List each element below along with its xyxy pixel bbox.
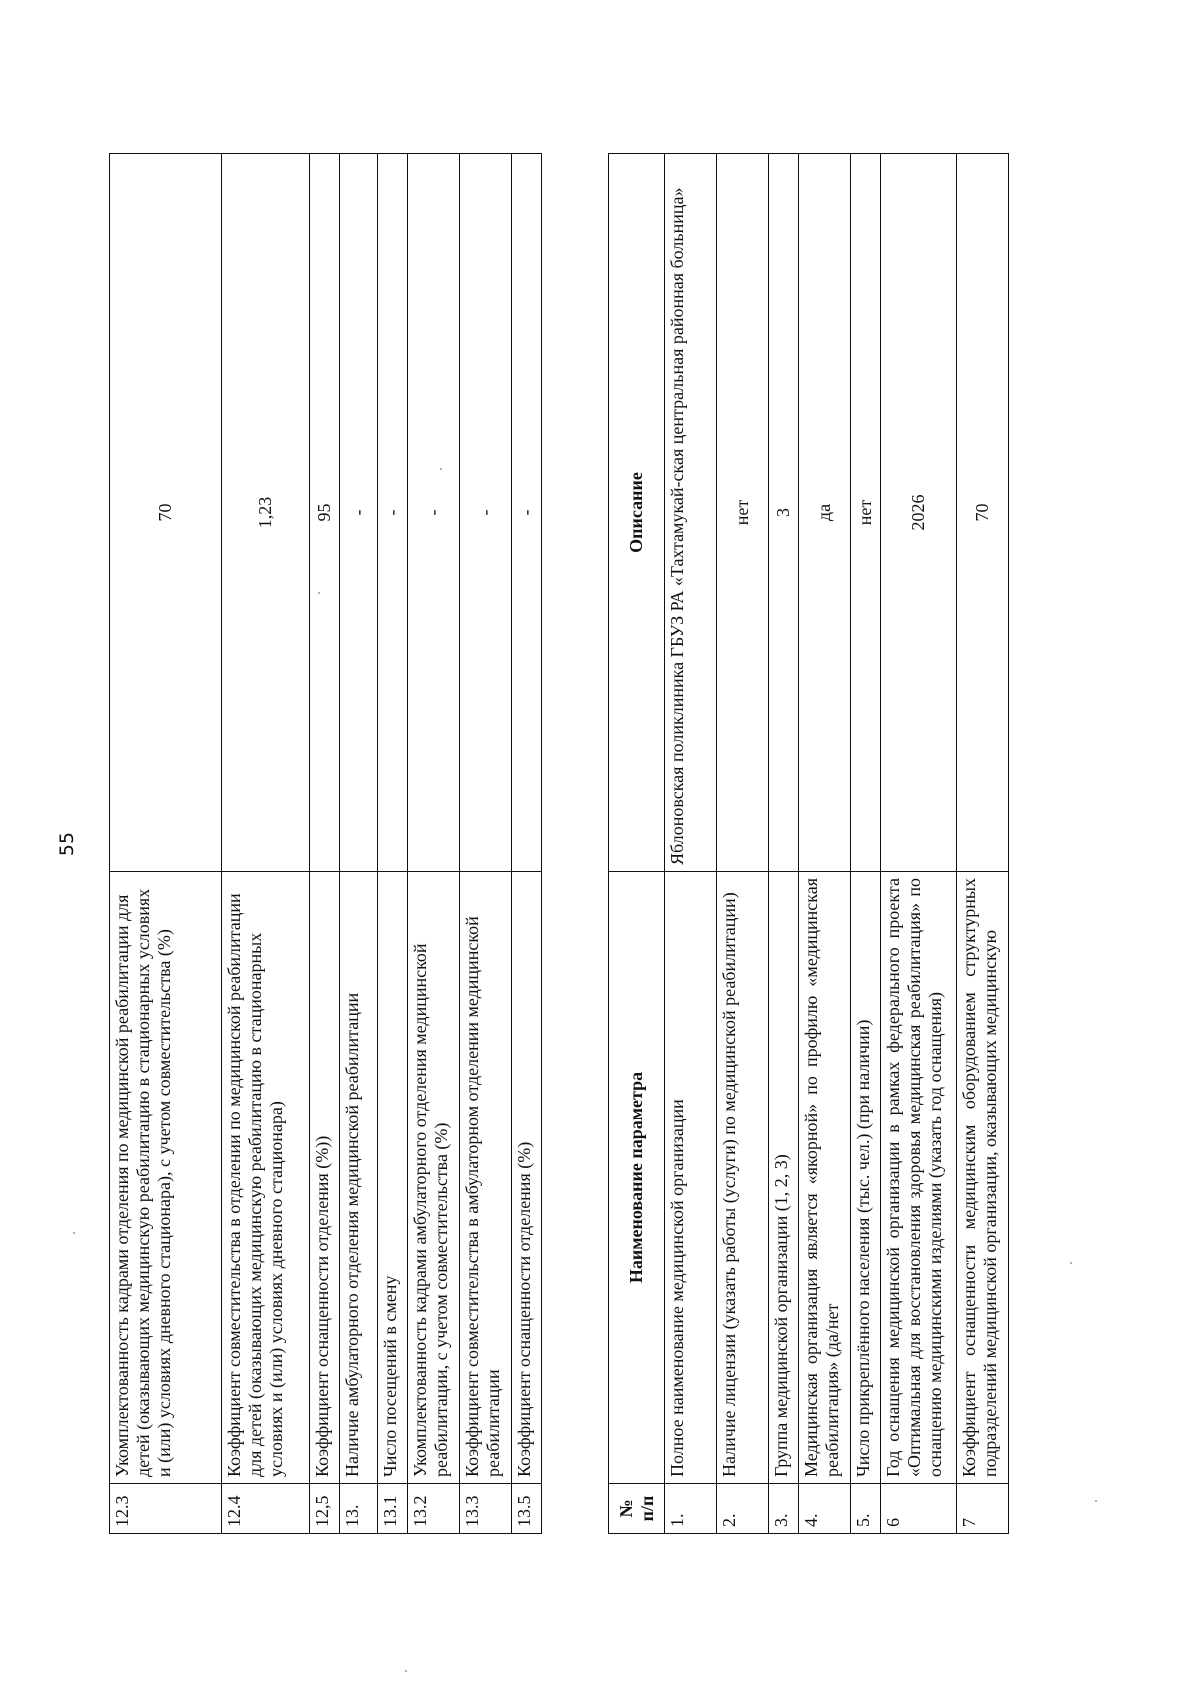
row-number: 13. <box>340 1484 378 1534</box>
parameter-name: Укомплектованность кадрами амбулаторного отделения медицинской реабилитации, с учетом совместительства (%) <box>408 872 460 1484</box>
row-number: 12,5 <box>310 1484 340 1534</box>
parameter-value: нет <box>717 154 769 872</box>
table-row <box>799 154 851 1534</box>
scan-speck <box>1095 1500 1097 1502</box>
parameter-value: нет <box>851 154 881 872</box>
parameter-name: Наличие лицензии (указать работы (услуги) по медицинской реабилитации) <box>717 872 769 1484</box>
row-number: 6 <box>881 1484 957 1534</box>
parameter-value: Яблоновская поликлиника ГБУЗ РА «Тахтамукай-ская центральная районная больница» <box>665 154 717 872</box>
row-number: 13.3 <box>460 1484 512 1534</box>
table-row <box>408 154 460 1534</box>
scan-speck <box>405 1670 407 1672</box>
table-row <box>378 154 408 1534</box>
table-row <box>222 154 310 1534</box>
parameter-value: - <box>408 154 460 872</box>
parameter-value: - <box>340 154 378 872</box>
parameter-value: 70 <box>110 154 222 872</box>
parameter-value: 3 <box>769 154 799 872</box>
parameter-value: - <box>512 154 542 872</box>
table-row <box>851 154 881 1534</box>
parameter-name: Медицинская организация является «якорной» по профилю «медицинская реабилитация» (да/нет <box>799 872 851 1484</box>
table-continuation <box>109 153 542 1534</box>
row-number: 12.4 <box>222 1484 310 1534</box>
parameter-name: Число прикреплённого населения (тыс. чел.) (при наличии) <box>851 872 881 1484</box>
scan-speck <box>440 468 442 470</box>
table-header-row <box>609 154 665 1534</box>
table-row <box>769 154 799 1534</box>
table-row <box>340 154 378 1534</box>
parameter-value: 95 <box>310 154 340 872</box>
table-row <box>512 154 542 1534</box>
parameter-value: 1,23 <box>222 154 310 872</box>
row-number: 5. <box>851 1484 881 1534</box>
parameter-name: Коэффициент оснащенности медицинским оборудованием структурных подразделений медицинской организации, оказывающих медицинскую <box>957 872 1009 1484</box>
row-number: 1. <box>665 1484 717 1534</box>
parameter-name: Год оснащения медицинской организации в рамках федерального проекта «Оптимальная для восстановления здоровья медицинская реабилитация» по оснащению медицинскими изделиями (указать год оснащения) <box>881 872 957 1484</box>
parameter-name: Число посещений в смену <box>378 872 408 1484</box>
row-number: 13.2 <box>408 1484 460 1534</box>
parameter-value: - <box>460 154 512 872</box>
parameter-value: - <box>378 154 408 872</box>
row-number: 12.3 <box>110 1484 222 1534</box>
table-row <box>110 154 222 1534</box>
row-number: 13.5 <box>512 1484 542 1534</box>
scan-speck <box>1070 1262 1072 1264</box>
row-number: 2. <box>717 1484 769 1534</box>
scan-speck <box>318 592 320 594</box>
parameter-name: Группа медицинской организации (1, 2, 3) <box>769 872 799 1484</box>
table-row <box>957 154 1009 1534</box>
header-desc: Описание <box>609 154 665 872</box>
parameter-value: да <box>799 154 851 872</box>
table-row <box>717 154 769 1534</box>
row-number: 3. <box>769 1484 799 1534</box>
organization-parameters-table <box>608 153 1009 1534</box>
header-num: № п/п <box>609 1484 665 1534</box>
parameter-name: Коэффициент совместительства в амбулаторном отделении медицинской реабилитации <box>460 872 512 1484</box>
page-number: 55 <box>56 831 78 857</box>
parameter-name: Укомплектованность кадрами отделения по медицинской реабилитации для детей (оказывающих медицинскую реабилитацию в стационарных условиях и (или) условиях дневного стационара), с учетом совместительства (%) <box>110 872 222 1484</box>
parameter-name: Коэффициент оснащенности отделения (%)) <box>310 872 340 1484</box>
parameter-name: Коэффициент оснащенности отделения (%) <box>512 872 542 1484</box>
parameter-name: Коэффициент совместительства в отделении по медицинской реабилитации для детей (оказывающих медицинскую реабилитацию в стационарных условиях и (или) условиях дневного стационара) <box>222 872 310 1484</box>
parameter-value: 70 <box>957 154 1009 872</box>
table-row <box>460 154 512 1534</box>
parameter-name: Наличие амбулаторного отделения медицинской реабилитации <box>340 872 378 1484</box>
table-row <box>310 154 340 1534</box>
table-row <box>881 154 957 1534</box>
header-param: Наименование параметра <box>609 872 665 1484</box>
row-number: 13.1 <box>378 1484 408 1534</box>
row-number: 4. <box>799 1484 851 1534</box>
parameter-name: Полное наименование медицинской организации <box>665 872 717 1484</box>
parameter-value: 2026 <box>881 154 957 872</box>
table-row <box>665 154 717 1534</box>
scan-speck <box>73 1232 75 1234</box>
row-number: 7 <box>957 1484 1009 1534</box>
